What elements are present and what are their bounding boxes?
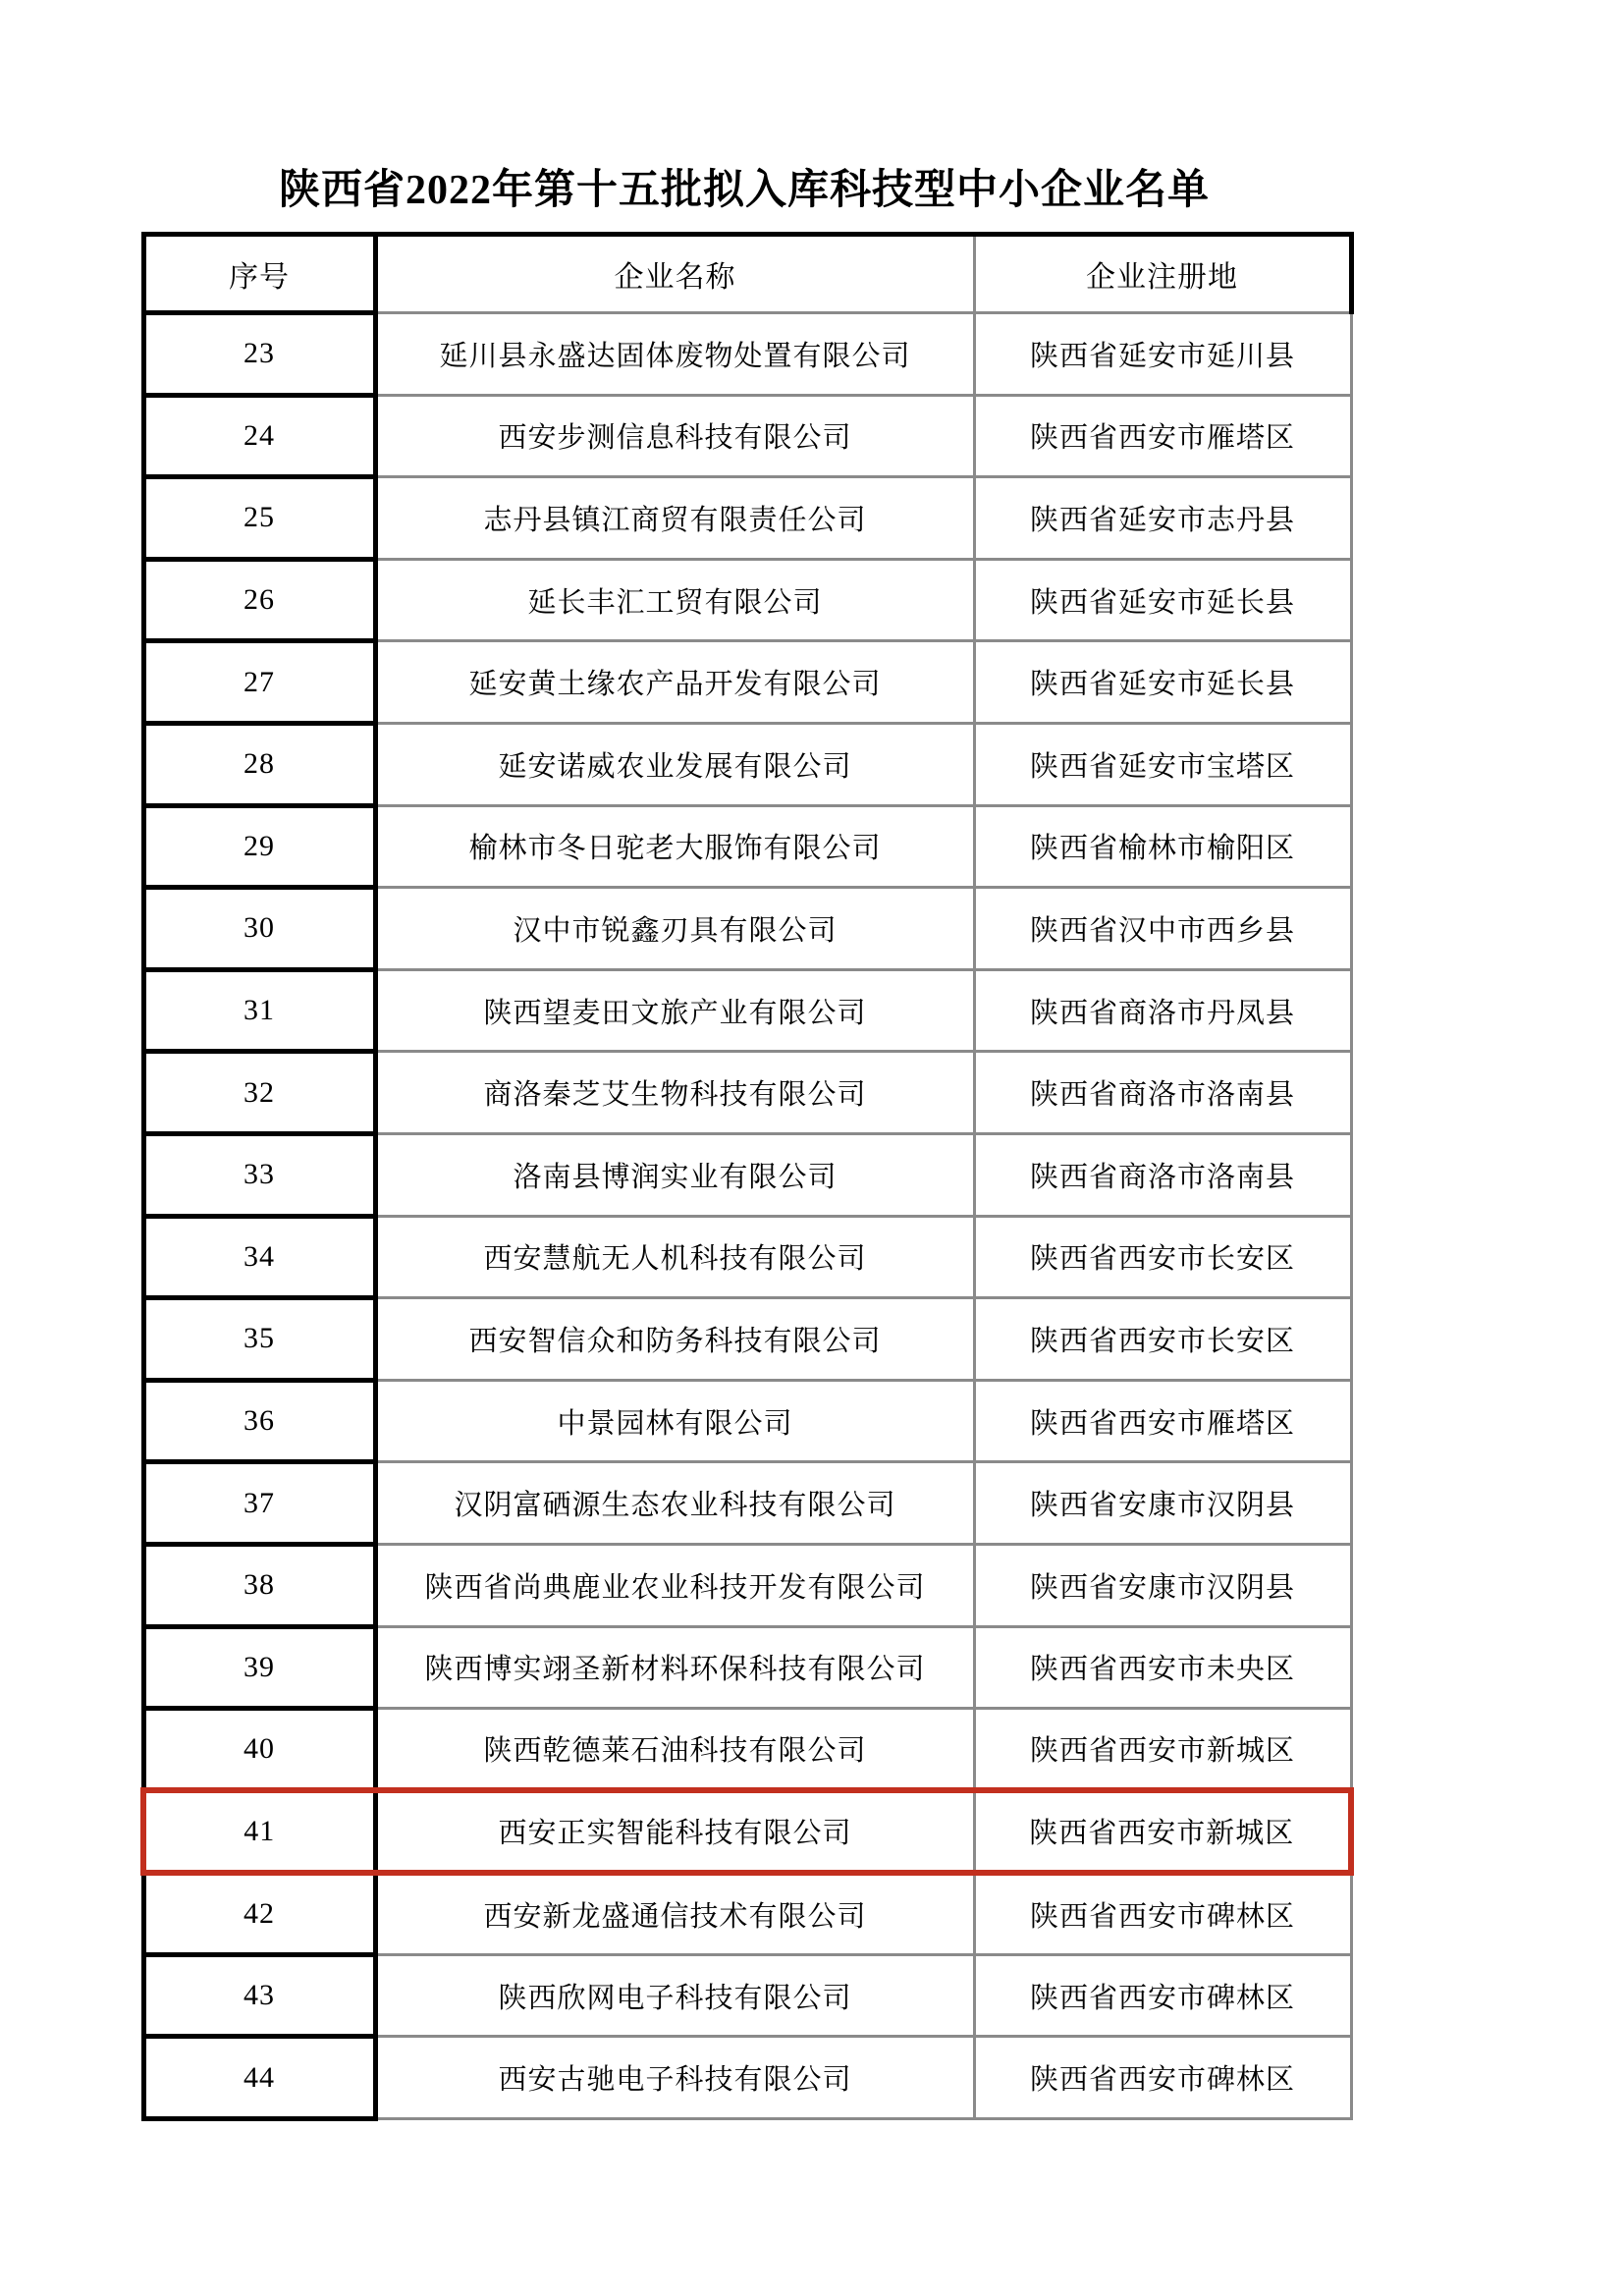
row-number-cell: 27 [143, 641, 375, 724]
row-number-cell: 33 [143, 1133, 375, 1216]
row-number-cell: 37 [143, 1462, 375, 1545]
row-number-cell: 44 [143, 2037, 375, 2119]
company-name-cell: 延川县永盛达固体废物处置有限公司 [375, 313, 974, 396]
table-row [143, 723, 1351, 805]
company-name-cell: 西安智信众和防务科技有限公司 [375, 1298, 974, 1381]
company-location-cell: 陕西省西安市长安区 [974, 1298, 1351, 1381]
company-name-cell: 商洛秦芝艾生物科技有限公司 [375, 1052, 974, 1134]
company-name-cell: 中景园林有限公司 [375, 1380, 974, 1462]
company-name-cell: 延安黄土缘农产品开发有限公司 [375, 641, 974, 724]
row-number-cell: 36 [143, 1380, 375, 1462]
row-number-cell: 32 [143, 1052, 375, 1134]
table-row [143, 1954, 1351, 2037]
table-row [143, 1216, 1351, 1298]
column-header-no: 序号 [143, 235, 375, 313]
row-number-cell: 42 [143, 1873, 375, 1955]
company-name-cell: 洛南县博润实业有限公司 [375, 1133, 974, 1216]
table-row [143, 313, 1351, 396]
company-location-cell: 陕西省西安市碑林区 [974, 2037, 1351, 2119]
company-location-cell: 陕西省延安市志丹县 [974, 477, 1351, 560]
company-location-cell: 陕西省商洛市丹凤县 [974, 969, 1351, 1052]
company-name-cell: 西安新龙盛通信技术有限公司 [375, 1873, 974, 1955]
row-number-cell: 40 [143, 1709, 375, 1791]
row-number-cell: 41 [143, 1790, 375, 1873]
company-name-cell: 陕西省尚典鹿业农业科技开发有限公司 [375, 1544, 974, 1626]
company-location-cell: 陕西省西安市碑林区 [974, 1873, 1351, 1955]
company-location-cell: 陕西省西安市未央区 [974, 1626, 1351, 1709]
table-row [143, 2037, 1351, 2119]
row-number-cell: 35 [143, 1298, 375, 1381]
company-name-cell: 西安古驰电子科技有限公司 [375, 2037, 974, 2119]
company-name-cell: 西安正实智能科技有限公司 [375, 1790, 974, 1873]
table-row [143, 1380, 1351, 1462]
company-name-cell: 延安诺威农业发展有限公司 [375, 723, 974, 805]
row-number-cell: 31 [143, 969, 375, 1052]
table-row [143, 1052, 1351, 1134]
company-name-cell: 延长丰汇工贸有限公司 [375, 559, 974, 641]
row-number-cell: 30 [143, 888, 375, 970]
company-name-cell: 陕西乾德莱石油科技有限公司 [375, 1709, 974, 1791]
highlighted-row [143, 1790, 1351, 1873]
company-location-cell: 陕西省西安市新城区 [974, 1790, 1351, 1873]
company-location-cell: 陕西省商洛市洛南县 [974, 1133, 1351, 1216]
company-location-cell: 陕西省延安市延长县 [974, 559, 1351, 641]
row-number-cell: 39 [143, 1626, 375, 1709]
row-number-cell: 23 [143, 313, 375, 396]
company-location-cell: 陕西省安康市汉阴县 [974, 1462, 1351, 1545]
table-row [143, 1709, 1351, 1791]
table-body [143, 313, 1351, 2119]
company-location-cell: 陕西省商洛市洛南县 [974, 1052, 1351, 1134]
company-location-cell: 陕西省汉中市西乡县 [974, 888, 1351, 970]
company-location-cell: 陕西省延安市宝塔区 [974, 723, 1351, 805]
company-name-cell: 陕西望麦田文旅产业有限公司 [375, 969, 974, 1052]
company-name-cell: 榆林市冬日驼老大服饰有限公司 [375, 805, 974, 888]
row-number-cell: 29 [143, 805, 375, 888]
company-table [140, 232, 1354, 2121]
company-location-cell: 陕西省西安市雁塔区 [974, 395, 1351, 477]
row-number-cell: 38 [143, 1544, 375, 1626]
table-row [143, 641, 1351, 724]
company-name-cell: 志丹县镇江商贸有限责任公司 [375, 477, 974, 560]
table-row [143, 1544, 1351, 1626]
row-number-cell: 43 [143, 1954, 375, 2037]
company-name-cell: 西安步测信息科技有限公司 [375, 395, 974, 477]
table-row [143, 559, 1351, 641]
document-page [140, 167, 1348, 2121]
row-number-cell: 24 [143, 395, 375, 477]
page-title: 陕西省2022年第十五批拟入库科技型中小企业名单 [278, 168, 1210, 213]
row-number-cell: 34 [143, 1216, 375, 1298]
company-location-cell: 陕西省西安市长安区 [974, 1216, 1351, 1298]
table-row [143, 805, 1351, 888]
company-name-cell: 西安慧航无人机科技有限公司 [375, 1216, 974, 1298]
table-row [143, 1873, 1351, 1955]
company-name-cell: 汉阴富硒源生态农业科技有限公司 [375, 1462, 974, 1545]
table-row [143, 395, 1351, 477]
table-row [143, 1133, 1351, 1216]
column-header-registration-location: 企业注册地 [974, 235, 1351, 313]
company-name-cell: 汉中市锐鑫刃具有限公司 [375, 888, 974, 970]
company-location-cell: 陕西省西安市新城区 [974, 1709, 1351, 1791]
table-row [143, 888, 1351, 970]
company-location-cell: 陕西省西安市碑林区 [974, 1954, 1351, 2037]
row-number-cell: 26 [143, 559, 375, 641]
table-row [143, 1462, 1351, 1545]
table-row [143, 477, 1351, 560]
company-location-cell: 陕西省安康市汉阴县 [974, 1544, 1351, 1626]
company-location-cell: 陕西省榆林市榆阳区 [974, 805, 1351, 888]
company-location-cell: 陕西省西安市雁塔区 [974, 1380, 1351, 1462]
company-name-cell: 陕西欣网电子科技有限公司 [375, 1954, 974, 2037]
table-row [143, 1626, 1351, 1709]
company-name-cell: 陕西博实翊圣新材料环保科技有限公司 [375, 1626, 974, 1709]
row-number-cell: 25 [143, 477, 375, 560]
row-number-cell: 28 [143, 723, 375, 805]
column-header-company-name: 企业名称 [375, 235, 974, 313]
company-location-cell: 陕西省延安市延川县 [974, 313, 1351, 396]
header-row [143, 235, 1351, 313]
table-header [143, 235, 1351, 313]
company-location-cell: 陕西省延安市延长县 [974, 641, 1351, 724]
table-row [143, 1298, 1351, 1381]
table-row [143, 969, 1351, 1052]
